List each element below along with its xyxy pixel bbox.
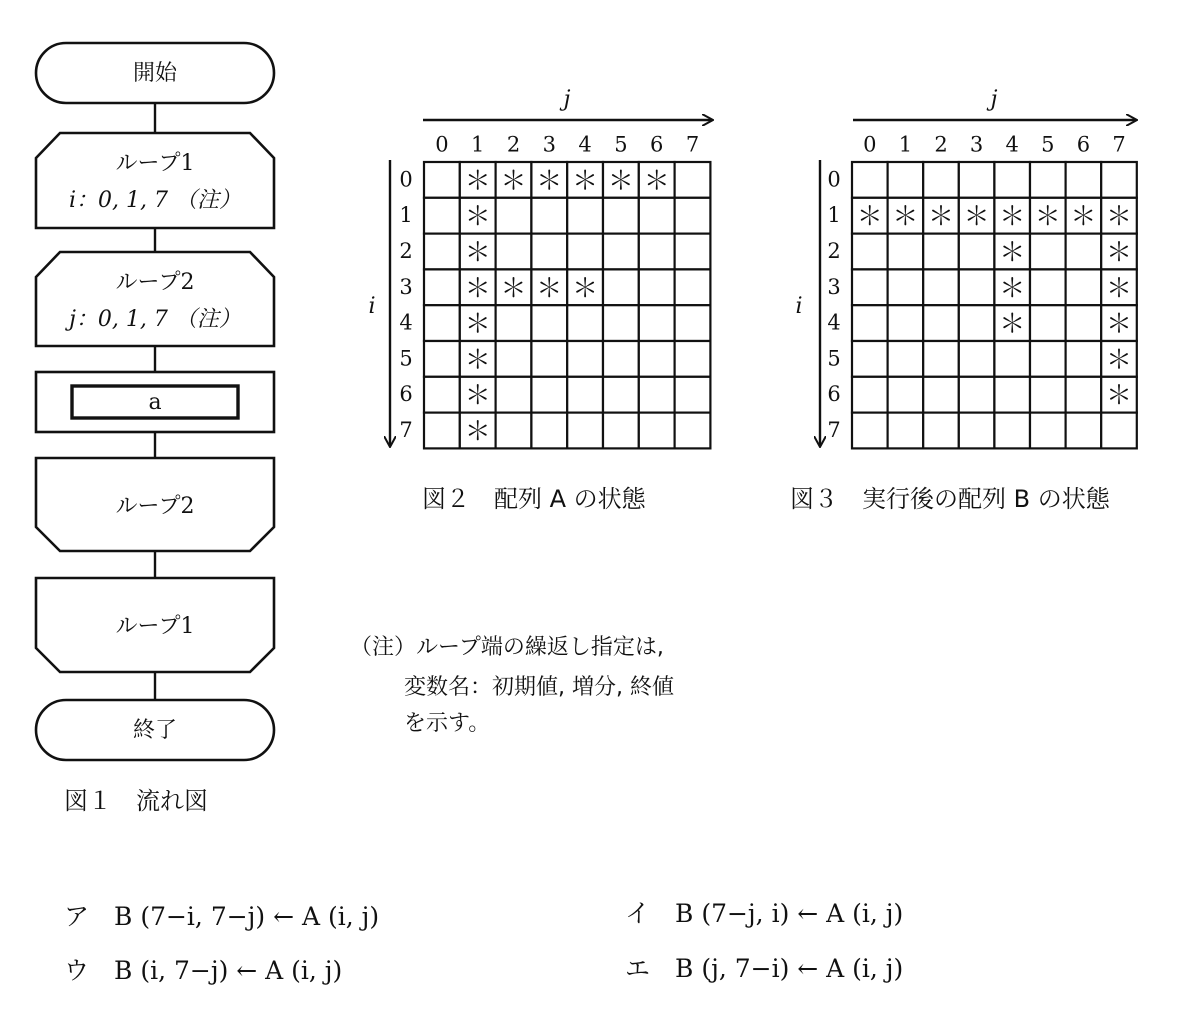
grid-cell	[959, 341, 995, 377]
asterisk-mark: ＊	[572, 273, 599, 304]
grid-cell	[531, 234, 567, 270]
asterisk-mark: ＊	[464, 202, 491, 233]
grid-cell	[496, 377, 532, 413]
grid-cell	[675, 377, 711, 413]
row-index-label: 2	[399, 239, 413, 263]
col-index-label: 3	[969, 132, 984, 157]
loop2-end-label: ループ2	[115, 494, 195, 519]
grid-cell	[923, 305, 959, 341]
i-axis-label: i	[368, 294, 376, 319]
asterisk-mark: ＊	[1105, 202, 1133, 233]
asterisk-mark: ＊	[500, 166, 527, 197]
blank-a-label: a	[148, 390, 162, 415]
array-b-figure	[795, 87, 1136, 448]
grid-cell	[424, 234, 460, 270]
asterisk-mark: ＊	[1105, 273, 1133, 304]
grid-cell	[603, 377, 639, 413]
row-index-label: 6	[827, 382, 841, 407]
loop1-begin-title: ループ1	[115, 151, 195, 176]
grid-cell	[567, 341, 603, 377]
grid-cell	[567, 234, 603, 270]
grid-cell	[675, 198, 711, 234]
asterisk-mark: ＊	[464, 417, 491, 447]
end-label: 終了	[132, 718, 178, 743]
asterisk-mark: ＊	[464, 309, 491, 340]
row-index-label: 2	[827, 239, 841, 263]
grid-cell	[639, 413, 675, 449]
grid-cell	[567, 198, 603, 234]
grid-cell	[994, 162, 1030, 198]
asterisk-mark: ＊	[999, 202, 1026, 233]
grid-cell	[603, 269, 639, 305]
grid-cell	[531, 198, 567, 234]
grid-cell	[424, 162, 460, 198]
col-index-label: 0	[435, 132, 449, 157]
grid-cell	[923, 234, 959, 270]
asterisk-mark: ＊	[464, 238, 491, 268]
grid-cell	[888, 413, 924, 449]
grid-cell	[888, 305, 924, 341]
col-index-label: 7	[685, 132, 700, 157]
grid-cell	[1030, 234, 1066, 270]
asterisk-mark: ＊	[1070, 202, 1097, 233]
asterisk-mark: ＊	[927, 202, 955, 233]
row-index-label: 3	[399, 274, 413, 299]
grid-cell	[1066, 377, 1102, 413]
figure1-caption: 図１ 流れ図	[64, 787, 208, 815]
asterisk-mark: ＊	[536, 273, 563, 304]
grid-cell	[424, 305, 460, 341]
grid-cell	[852, 162, 888, 198]
grid-cell	[1030, 341, 1066, 377]
asterisk-mark: ＊	[643, 166, 670, 197]
row-index-label: 7	[399, 418, 413, 442]
grid-cell	[424, 413, 460, 449]
grid-cell	[531, 305, 567, 341]
grid-cell	[567, 305, 603, 341]
answer-choices	[64, 899, 903, 985]
grid-cell	[1101, 413, 1137, 449]
row-index-label: 5	[399, 346, 413, 371]
grid-cell	[1066, 234, 1102, 270]
asterisk-mark: ＊	[500, 273, 527, 304]
figure2-caption: 図２ 配列 A の状態	[422, 485, 646, 513]
array-a-figure	[368, 87, 712, 448]
asterisk-mark: ＊	[892, 202, 919, 233]
grid-cell	[639, 234, 675, 270]
grid-cell	[888, 269, 924, 305]
grid-cell	[1066, 413, 1102, 449]
grid-cell	[1030, 269, 1066, 305]
grid-cell	[852, 269, 888, 305]
grid-cell	[603, 305, 639, 341]
row-index-label: 3	[827, 274, 841, 299]
grid-cell	[424, 341, 460, 377]
note-line-1: （注）ループ端の繰返し指定は,	[350, 635, 664, 660]
asterisk-mark: ＊	[464, 273, 491, 304]
grid-cell	[496, 305, 532, 341]
grid-cell	[888, 162, 924, 198]
grid-cell	[888, 377, 924, 413]
grid-cell	[639, 305, 675, 341]
choice-a[interactable]: ア B (7−i, 7−j) ← A (i, j)	[64, 902, 380, 931]
grid-cell	[496, 234, 532, 270]
grid-cell	[675, 162, 711, 198]
grid-cell	[959, 234, 995, 270]
grid-cell	[923, 269, 959, 305]
col-index-label: 0	[863, 132, 877, 157]
grid-cell	[852, 234, 888, 270]
grid-cell	[675, 269, 711, 305]
grid-cell	[1030, 413, 1066, 449]
grid-cell	[852, 413, 888, 449]
loop2-begin-spec: j：0, 1, 7 （注）	[69, 307, 241, 332]
grid-cell	[888, 234, 924, 270]
asterisk-mark: ＊	[1105, 309, 1133, 340]
grid-cell	[531, 377, 567, 413]
asterisk-mark: ＊	[999, 309, 1026, 340]
figure3-caption: 図３ 実行後の配列 B の状態	[790, 485, 1110, 513]
grid-cell	[424, 269, 460, 305]
i-axis-label: i	[795, 294, 803, 319]
row-index-label: 4	[399, 310, 413, 335]
grid-cell	[994, 413, 1030, 449]
start-label: 開始	[132, 61, 178, 86]
col-index-label: 7	[1112, 132, 1126, 157]
col-index-label: 2	[934, 132, 948, 157]
col-index-label: 5	[1041, 132, 1055, 157]
choice-i[interactable]: イ B (7−j, i) ← A (i, j)	[625, 899, 904, 928]
row-index-label: 1	[827, 203, 841, 228]
col-index-label: 4	[578, 132, 592, 157]
col-index-label: 1	[898, 132, 913, 157]
asterisk-mark: ＊	[464, 381, 491, 412]
grid-cell	[603, 341, 639, 377]
grid-cell	[1066, 341, 1102, 377]
col-index-label: 2	[506, 132, 521, 157]
asterisk-mark: ＊	[1034, 202, 1061, 233]
grid-cell	[1066, 269, 1102, 305]
row-index-label: 7	[827, 418, 841, 442]
grid-cell	[639, 269, 675, 305]
col-index-label: 1	[471, 132, 485, 157]
grid-cell	[994, 341, 1030, 377]
grid-cell	[1066, 305, 1102, 341]
grid-cell	[603, 198, 639, 234]
choice-e[interactable]: エ B (j, 7−i) ← A (i, j)	[625, 954, 904, 983]
grid-cell	[959, 377, 995, 413]
grid-cell	[1101, 162, 1137, 198]
row-index-label: 4	[827, 310, 841, 335]
grid-cell	[1030, 377, 1066, 413]
grid-cell	[923, 377, 959, 413]
choice-u[interactable]: ウ B (i, 7−j) ← A (i, j)	[64, 956, 343, 985]
grid-cell	[852, 341, 888, 377]
grid-cell	[603, 413, 639, 449]
grid-cell	[1030, 162, 1066, 198]
grid-cell	[888, 341, 924, 377]
asterisk-mark: ＊	[856, 202, 883, 233]
grid-cell	[675, 341, 711, 377]
grid-cell	[424, 198, 460, 234]
loop1-begin-shape	[36, 133, 274, 228]
grid-cell	[959, 269, 995, 305]
grid-cell	[959, 162, 995, 198]
note	[350, 635, 674, 736]
asterisk-mark: ＊	[1105, 381, 1133, 412]
j-axis-label: j	[563, 87, 571, 112]
loop1-end-label: ループ1	[115, 614, 195, 639]
grid-cell	[639, 198, 675, 234]
grid-cell	[852, 377, 888, 413]
grid-cell	[1066, 162, 1102, 198]
grid-cell	[675, 305, 711, 341]
col-index-label: 6	[1076, 132, 1091, 157]
asterisk-mark: ＊	[999, 238, 1026, 268]
asterisk-mark: ＊	[536, 166, 563, 197]
grid-cell	[923, 341, 959, 377]
grid-cell	[639, 341, 675, 377]
grid-cell	[424, 377, 460, 413]
grid-cell	[603, 234, 639, 270]
grid-cell	[675, 413, 711, 449]
grid-cell	[852, 305, 888, 341]
note-line-2: 変数名：初期値, 増分, 終値	[404, 675, 674, 700]
asterisk-mark: ＊	[1105, 345, 1133, 376]
grid-cell	[496, 413, 532, 449]
flowchart	[36, 43, 274, 815]
grid-cell	[675, 234, 711, 270]
asterisk-mark: ＊	[1105, 238, 1133, 268]
asterisk-mark: ＊	[999, 273, 1026, 304]
asterisk-mark: ＊	[963, 202, 990, 233]
col-index-label: 4	[1005, 132, 1019, 157]
row-index-label: 1	[399, 203, 413, 228]
asterisk-mark: ＊	[607, 166, 634, 197]
row-index-label: 0	[827, 167, 841, 192]
col-index-label: 3	[542, 132, 556, 157]
grid-cell	[959, 413, 995, 449]
asterisk-mark: ＊	[572, 166, 599, 197]
j-axis-label: j	[990, 87, 998, 112]
row-index-label: 6	[399, 382, 413, 407]
grid-cell	[1030, 305, 1066, 341]
grid-cell	[567, 377, 603, 413]
col-index-label: 5	[614, 132, 628, 157]
row-index-label: 5	[827, 346, 841, 371]
grid-cell	[639, 377, 675, 413]
grid-cell	[531, 413, 567, 449]
grid-cell	[959, 305, 995, 341]
col-index-label: 6	[650, 132, 664, 157]
grid-cell	[994, 377, 1030, 413]
grid-cell	[496, 198, 532, 234]
grid-cell	[531, 341, 567, 377]
asterisk-mark: ＊	[464, 345, 491, 376]
grid-cell	[923, 162, 959, 198]
grid-cell	[567, 413, 603, 449]
loop1-begin-spec: i：0, 1, 7 （注）	[69, 188, 241, 213]
note-line-3: を示す。	[404, 711, 491, 736]
grid-cell	[923, 413, 959, 449]
row-index-label: 0	[399, 167, 413, 192]
loop2-begin-title: ループ2	[115, 270, 195, 295]
grid-cell	[496, 341, 532, 377]
asterisk-mark: ＊	[464, 166, 491, 197]
